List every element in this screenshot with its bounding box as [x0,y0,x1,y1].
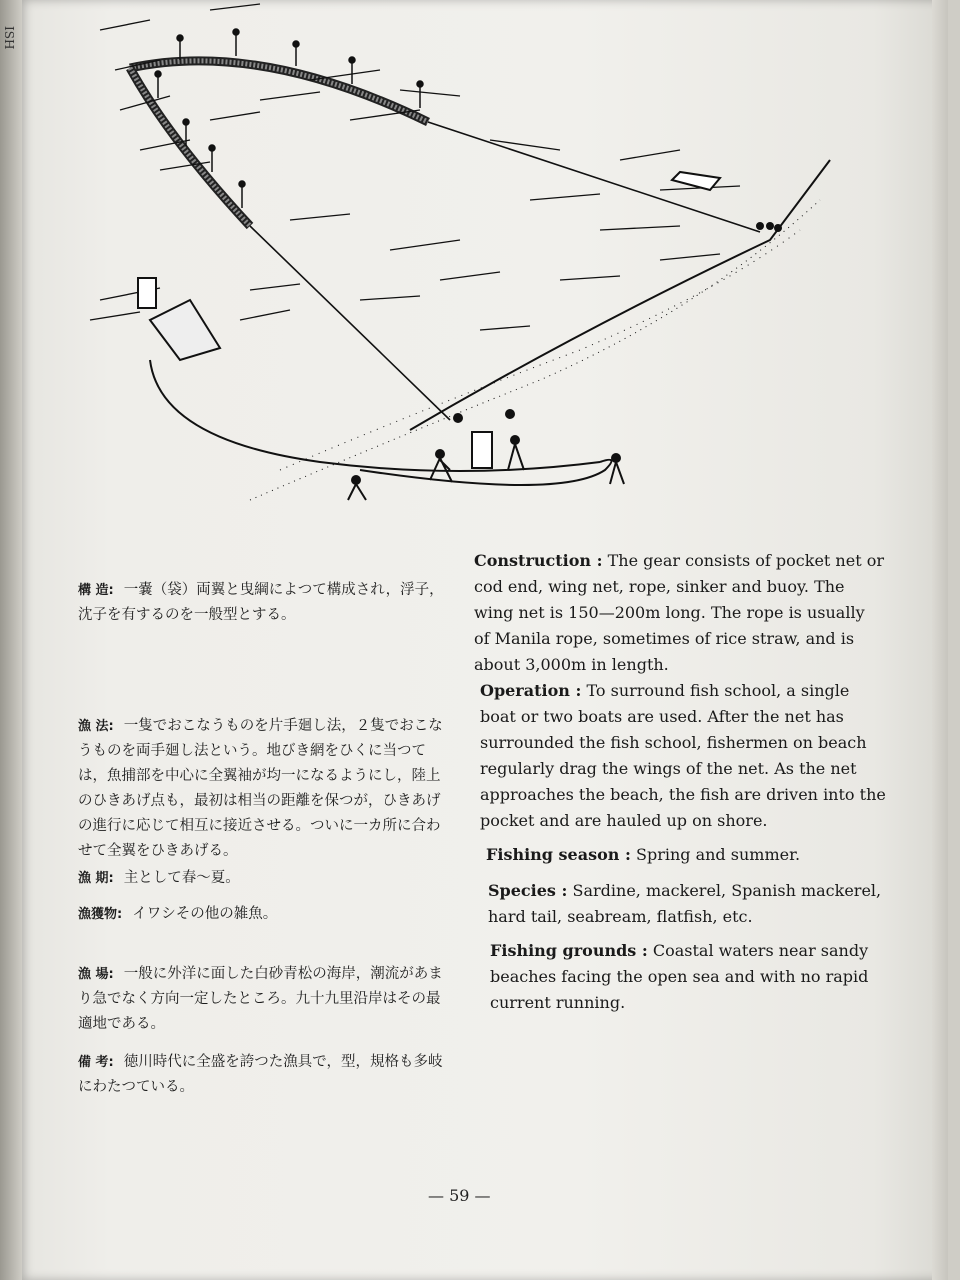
page-edge [932,0,948,1280]
corner-mark: ISH [2,26,16,50]
en-grounds: Fishing grounds : Coastal waters near sandy beaches facing the open sea and with no rapid current running. [490,941,869,1012]
jp-construction: 構 造: 一嚢（袋）両翼と曳綱によつて構成され，浮子，沈子を有するのを一般型とする。 [78,582,444,623]
page-number: — 59 — [428,1186,491,1205]
en-season: Fishing season : Spring and summer. [486,845,801,864]
jp-catch: 漁獲物: イワシその他の雑魚。 [78,906,278,922]
jp-grounds: 漁 場: 一般に外洋に面した白砂青松の海岸，潮流があまり急でなく方向一定したところ。九十九里沿岸はその最適地である。 [78,966,443,1032]
jp-season: 漁 期: 主として春〜夏。 [78,870,240,886]
jp-remarks: 備 考: 徳川時代に全盛を誇つた漁具で，型，規格も多岐にわたつている。 [78,1054,443,1095]
en-operation: Operation : To surround fish school, a single boat or two boats are used. After the net has surrounded the fish school, fishermen on beach regularly drag the wings of the net. As the net approaches the beach, the fish are driven into the pocket and are hauled up on shore. [480,681,886,830]
binding-shadow [0,0,22,1280]
jp-method: 漁 法: 一隻でおこなうものを片手廻し法，２隻でおこなうものを両手廻し法という。地びき網をひくに当つては，魚捕部を中心に全翼袖が均一になるようにし，陸上のひきあげ点も，最初は相当の距離を保つが，ひきあげの進行に応じて相互に接近させる。ついに一カ所に合わせて全翼をひきあげる。 [78,718,443,859]
en-species: Species : Sardine, mackerel, Spanish mackerel, hard tail, seabream, flatfish, etc. [488,881,882,926]
en-construction: Construction : The gear consists of pocket net or cod end, wing net, rope, sinker and buoy. The wing net is 150—200m long. The rope is usually of Manila rope, sometimes of rice straw, and is about 3,000m in length. [474,551,884,674]
beach-seine-illustration [60,0,860,520]
